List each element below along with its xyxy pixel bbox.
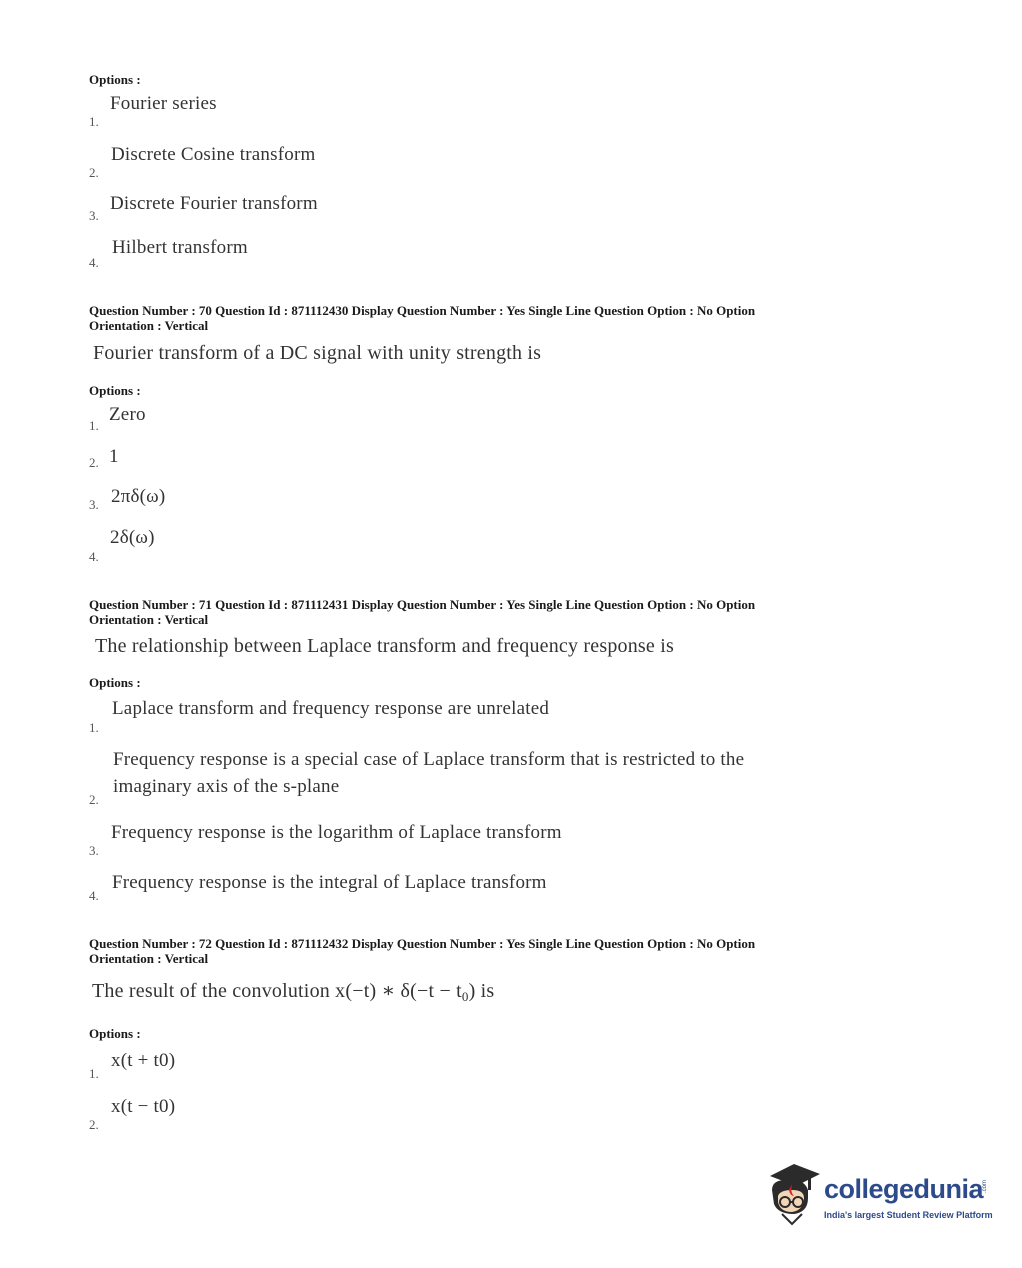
option-number: 3. [89, 843, 99, 858]
option-text: x(t + t0) [111, 1050, 176, 1071]
option-number: 1. [89, 720, 99, 735]
question-meta: Question Number : 72 Question Id : 871112432 Display Question Number : Yes Single Line Question Option : No Option [89, 936, 756, 951]
options-label: Options : [89, 383, 141, 398]
option-text: Frequency response is a special case of Laplace transform that is restricted to the [113, 749, 745, 770]
options-label: Options : [89, 675, 141, 690]
option-number: 4. [89, 549, 99, 564]
question-meta: Question Number : 71 Question Id : 871112431 Display Question Number : Yes Single Line Question Option : No Option [89, 597, 756, 612]
logo-tagline: India's largest Student Review Platform [824, 1210, 993, 1220]
option-text: Discrete Cosine transform [111, 144, 316, 165]
question-text: The relationship between Laplace transform and frequency response is [95, 635, 674, 657]
option-number: 2. [89, 165, 99, 180]
option-number: 3. [89, 497, 99, 512]
question-text: Fourier transform of a DC signal with unity strength is [93, 342, 542, 364]
option-number: 2. [89, 792, 99, 807]
option-number: 1. [89, 114, 99, 129]
question-text-subscript: 0 [461, 989, 469, 1004]
option-text: Zero [109, 404, 146, 425]
option-text: Frequency response is the logarithm of Laplace transform [111, 822, 562, 843]
question-text-end: ) is [468, 980, 495, 1002]
option-text: Hilbert transform [112, 237, 248, 258]
mascot-icon [764, 1162, 824, 1232]
option-number: 2. [89, 1117, 99, 1132]
option-text: Frequency response is the integral of Laplace transform [112, 872, 547, 893]
option-text: 2πδ(ω) [111, 486, 166, 507]
option-number: 4. [89, 888, 99, 903]
option-text-continued: imaginary axis of the s-plane [113, 776, 340, 797]
option-text: 2δ(ω) [110, 527, 155, 548]
option-number: 1. [89, 418, 99, 433]
collegedunia-logo[interactable] [764, 1162, 994, 1232]
question-meta: Question Number : 70 Question Id : 871112430 Display Question Number : Yes Single Line Question Option : No Option [89, 303, 756, 318]
question-text [92, 978, 494, 1003]
option-text: x(t − t0) [111, 1096, 176, 1117]
question-meta-orientation: Orientation : Vertical [89, 951, 209, 966]
option-number: 2. [89, 455, 99, 470]
option-text: Laplace transform and frequency response are unrelated [112, 698, 550, 719]
option-number: 3. [89, 208, 99, 223]
logo-domain: .com [982, 1180, 988, 1194]
options-label: Options : [89, 1026, 141, 1041]
question-meta-orientation: Orientation : Vertical [89, 612, 209, 627]
options-label: Options : [89, 72, 141, 87]
question-meta-orientation: Orientation : Vertical [89, 318, 209, 333]
option-number: 1. [89, 1066, 99, 1081]
question-text-main: The result of the convolution x(−t) ∗ δ(−t − t [92, 980, 462, 1002]
option-text: 1 [109, 446, 119, 467]
logo-wordmark: collegedunia [824, 1174, 984, 1204]
option-text: Discrete Fourier transform [110, 193, 318, 214]
option-number: 4. [89, 255, 99, 270]
option-text: Fourier series [110, 93, 217, 114]
